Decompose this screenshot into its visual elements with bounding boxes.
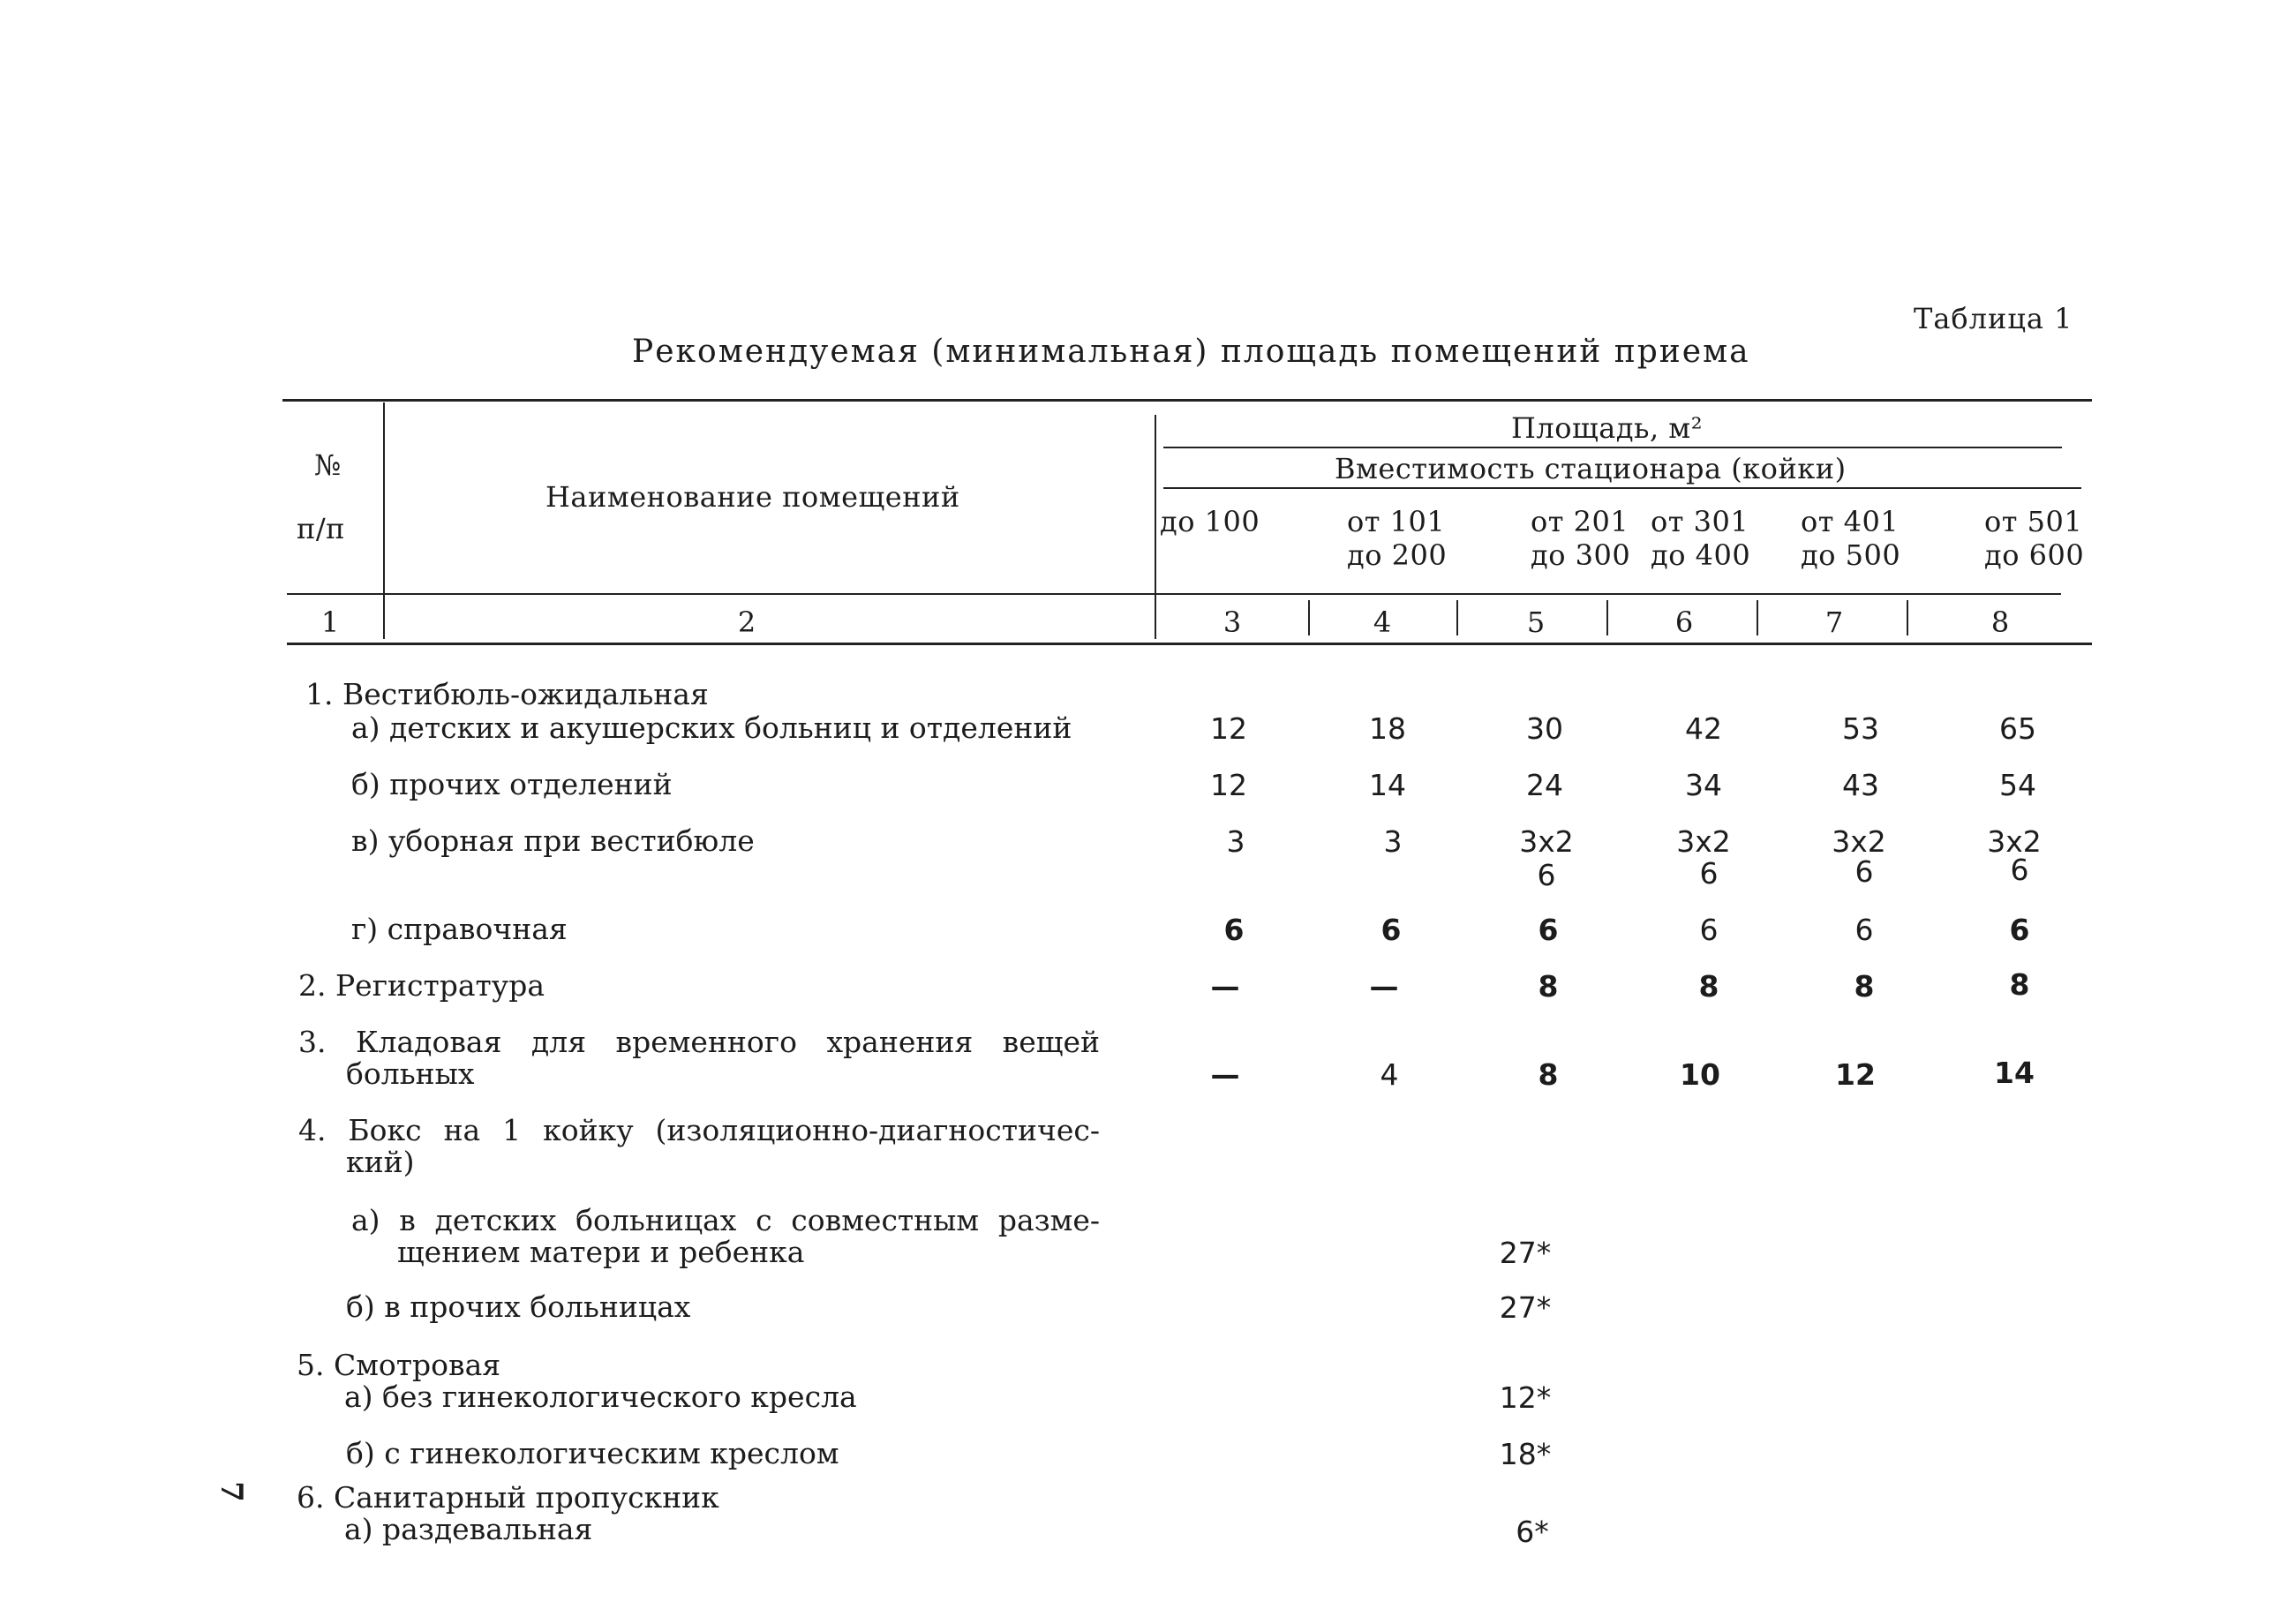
- row-1g-value-2: 6: [1381, 913, 1402, 947]
- colnum-bottom-rule: [287, 643, 2092, 645]
- row-1v-value-3: 3x2: [1519, 824, 1574, 859]
- row-3-value-2: 4: [1380, 1057, 1399, 1092]
- row-1g-value-4: 6: [1699, 913, 1719, 947]
- col-number-5: 5: [1526, 605, 1546, 639]
- row-3-value-6: 14: [1994, 1056, 2035, 1090]
- col-number-1: 1: [320, 605, 340, 639]
- row-1g-value-3: 6: [1538, 913, 1559, 947]
- row-1v-sub-value-4: 6: [1699, 856, 1719, 891]
- table-title: Рекомендуемая (минимальная) площадь помещений приема: [632, 334, 1750, 370]
- col-divider-3: [1308, 600, 1310, 635]
- row-1v-sub-value-3: 6: [1537, 858, 1556, 892]
- row-1v-sub-value-6: 6: [2010, 853, 2029, 887]
- row-5a-label: а) без гинекологического кресла: [344, 1380, 857, 1414]
- row-5b-value: 18*: [1499, 1437, 1552, 1471]
- col-divider-5: [1606, 600, 1608, 635]
- name-column-header: Наименование помещений: [545, 480, 960, 514]
- row-3-value-4: 10: [1680, 1057, 1720, 1092]
- row-2-value-3: 8: [1538, 969, 1559, 1004]
- row-4b-label: б) в прочих больницах: [346, 1289, 691, 1324]
- row-1a-value-4: 42: [1685, 711, 1722, 746]
- row-1g-label: г) справочная: [351, 912, 568, 946]
- col-divider-7: [1907, 600, 1908, 635]
- col-number-4: 4: [1373, 605, 1392, 639]
- row-5b-label: б) с гинекологическим креслом: [346, 1436, 839, 1470]
- range-header-5: от 401 до 500: [1801, 505, 1901, 572]
- col-number-3: 3: [1223, 605, 1242, 639]
- row-1b-value-1: 12: [1210, 768, 1247, 802]
- row-1v-value-1: 3: [1226, 824, 1245, 859]
- row-1a-value-1: 12: [1210, 711, 1247, 746]
- col-divider-1: [383, 402, 385, 639]
- table-caption: Таблица 1: [1914, 302, 2073, 335]
- row-3-value-5: 12: [1835, 1057, 1876, 1092]
- row-1b-value-2: 14: [1369, 768, 1406, 802]
- range-header-4: от 301 до 400: [1651, 505, 1751, 572]
- row-2-value-2: —: [1369, 969, 1399, 1004]
- row-1a-value-5: 53: [1842, 711, 1879, 746]
- row-1b-value-6: 54: [1999, 768, 2036, 802]
- capacity-header: Вместимость стационара (койки): [1335, 452, 1847, 485]
- row-2-value-4: 8: [1698, 969, 1719, 1004]
- row-1v-value-6: 3x2: [1987, 824, 2042, 859]
- row-2-value-6: 8: [2009, 967, 2030, 1002]
- range-header-1: до 100: [1160, 505, 1260, 538]
- row-1v-value-5: 3x2: [1832, 824, 1886, 859]
- row-2-value-1: —: [1210, 969, 1240, 1004]
- col-divider-2: [1155, 415, 1156, 639]
- row-5-label: 5. Смотровая: [297, 1348, 501, 1382]
- row-1g-value-1: 6: [1223, 913, 1245, 947]
- row-2-value-5: 8: [1854, 969, 1875, 1004]
- num-label: п/п: [297, 512, 345, 545]
- row-3-label-line-2: больных: [346, 1056, 475, 1091]
- row-4b-value: 27*: [1499, 1290, 1552, 1325]
- col-number-6: 6: [1674, 605, 1694, 639]
- row-1b-label: б) прочих отделений: [351, 767, 673, 801]
- row-1a-label: а) детских и акушерских больниц и отделений: [351, 710, 1072, 745]
- row-1v-value-4: 3x2: [1676, 824, 1731, 859]
- row-1g-value-6: 6: [2009, 913, 2030, 947]
- range-header-6: от 501 до 600: [1984, 505, 2085, 572]
- area-header: Площадь, м²: [1511, 411, 1704, 445]
- table-top-rule: [282, 399, 2092, 402]
- col-divider-6: [1757, 600, 1758, 635]
- row-1v-value-2: 3: [1383, 824, 1403, 859]
- col-divider-4: [1456, 600, 1458, 635]
- row-2-label: 2. Регистратура: [298, 968, 545, 1003]
- row-1-label: 1. Вестибюль-ожидальная: [305, 677, 709, 711]
- row-1a-value-6: 65: [1999, 711, 2036, 746]
- row-4-label-line-2: кий): [346, 1145, 415, 1179]
- row-1b-value-4: 34: [1685, 768, 1722, 802]
- row-4a-value: 27*: [1499, 1236, 1552, 1270]
- row-1v-sub-value-5: 6: [1854, 854, 1874, 889]
- page-margin-mark: 7: [213, 1481, 249, 1502]
- range-header-3: от 201 до 300: [1531, 505, 1631, 572]
- row-1a-value-3: 30: [1526, 711, 1563, 746]
- row-1v-label: в) уборная при вестибюле: [351, 823, 755, 858]
- row-5a-value: 12*: [1499, 1380, 1552, 1415]
- row-1a-value-2: 18: [1369, 711, 1406, 746]
- row-1b-value-3: 24: [1526, 768, 1563, 802]
- num-symbol: №: [314, 448, 342, 482]
- col-number-2: 2: [737, 605, 756, 639]
- row-6a-value: 6*: [1516, 1515, 1549, 1549]
- row-3-value-1: —: [1210, 1057, 1240, 1092]
- col-number-8: 8: [1990, 605, 2010, 639]
- range-header-2: от 101 до 200: [1347, 505, 1448, 572]
- area-rule: [1163, 447, 2062, 448]
- row-6-label: 6. Санитарный пропускник: [297, 1480, 719, 1515]
- row-1b-value-5: 43: [1842, 768, 1879, 802]
- row-3-value-3: 8: [1538, 1057, 1559, 1092]
- row-4a-label-line-1: а) в детских больницах с совместным разме-: [351, 1203, 1100, 1237]
- col-number-7: 7: [1824, 605, 1844, 639]
- row-4-label-line-1: 4. Бокс на 1 койку (изоляционно-диагностичес-: [298, 1113, 1100, 1147]
- capacity-rule: [1163, 487, 2081, 489]
- row-3-label-line-1: 3. Кладовая для временного хранения вещей: [298, 1025, 1100, 1059]
- row-1g-value-5: 6: [1854, 913, 1874, 947]
- row-4a-label-line-2: щением матери и ребенка: [397, 1235, 805, 1269]
- header-bottom-rule: [287, 593, 2061, 595]
- row-6a-label: а) раздевальная: [344, 1512, 593, 1546]
